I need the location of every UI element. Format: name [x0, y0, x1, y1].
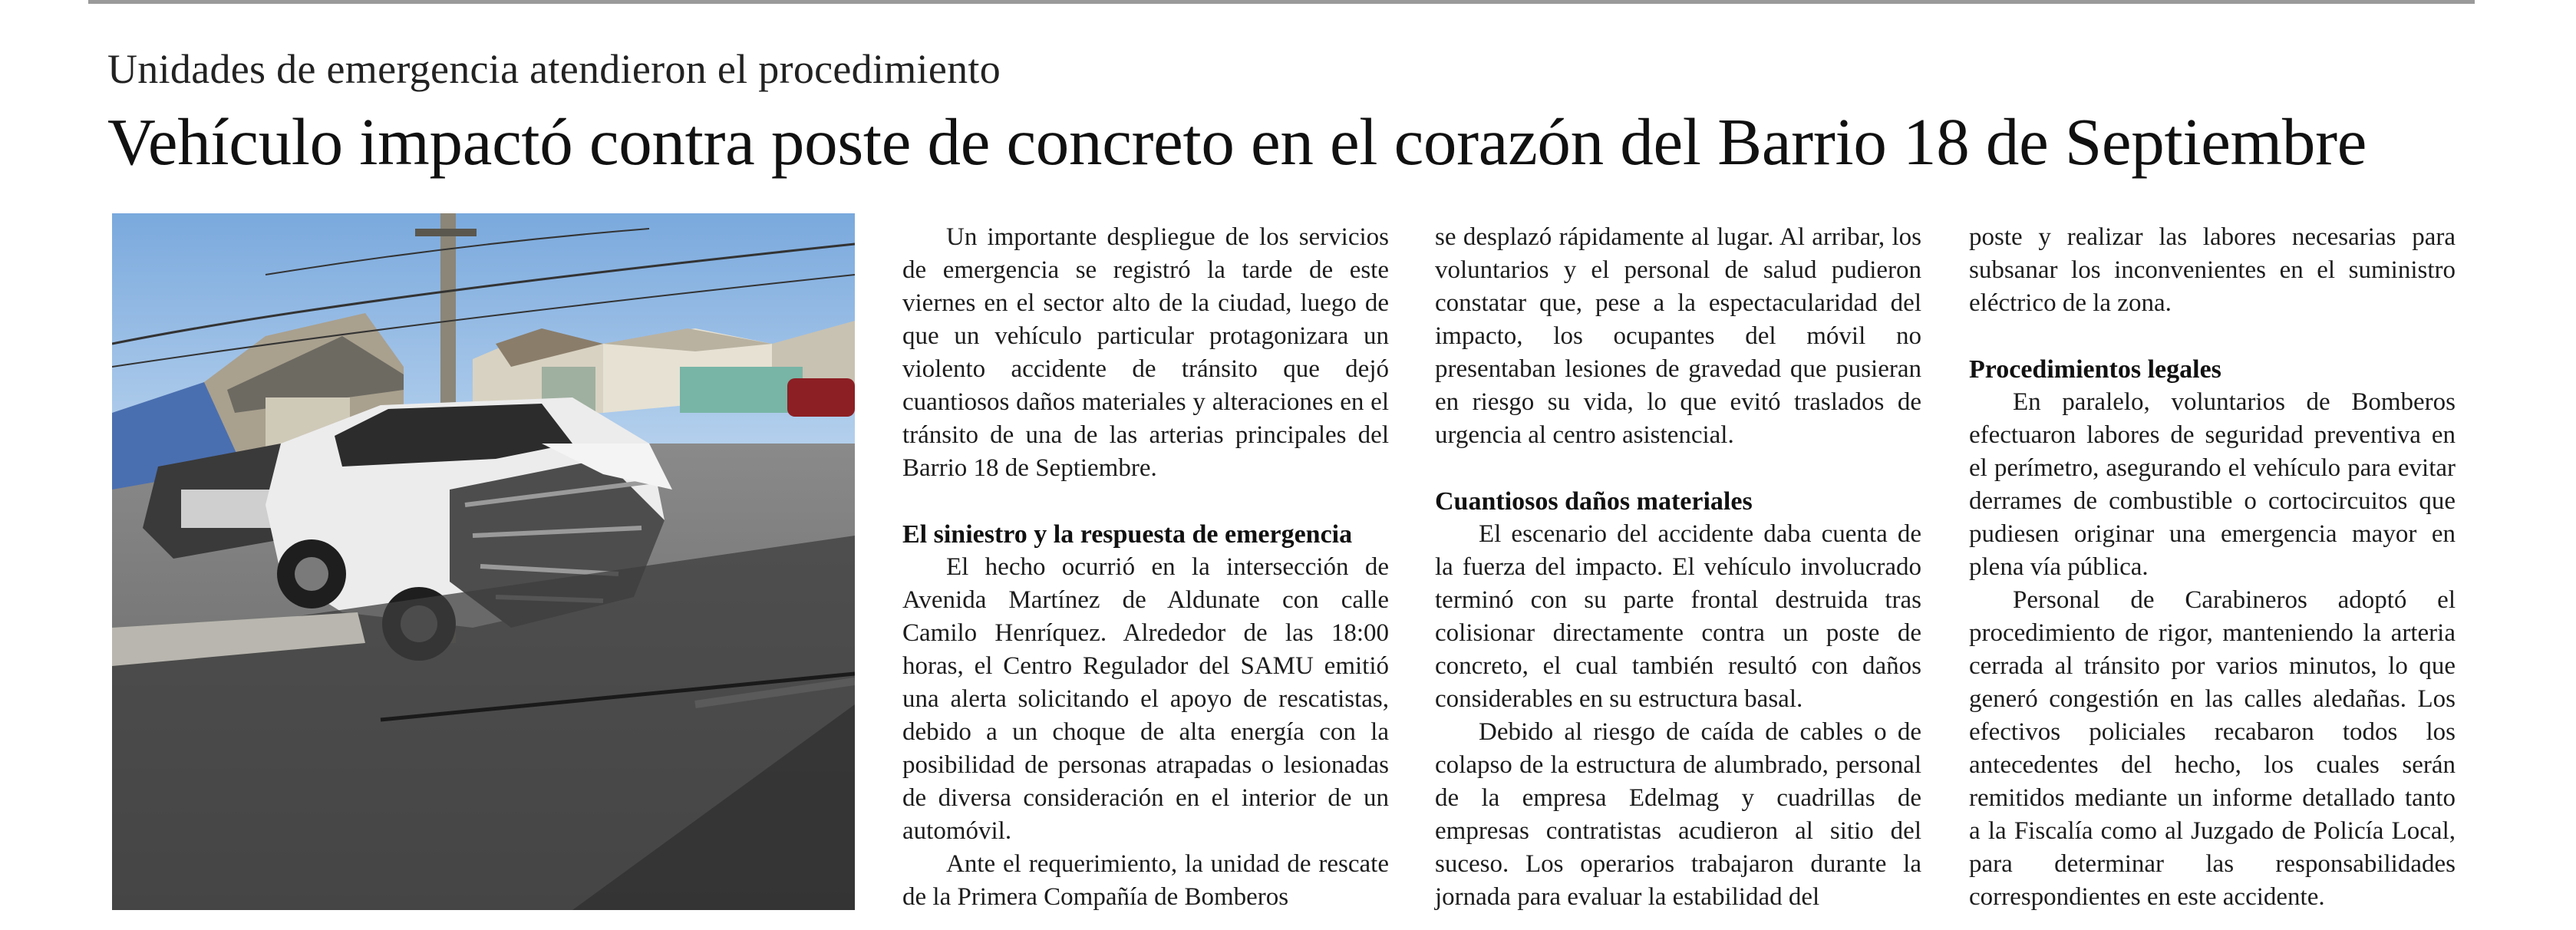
article-paragraph: El escenario del accidente daba cuenta de la fuerza del impacto. El vehículo involucrado terminó con su parte frontal destruida tras colisionar directamente contra un poste de concreto, el cual también resultó con daños considerables en su estructura basal. — [1435, 520, 1921, 713]
section-heading: El siniestro y la respuesta de emergencia — [902, 520, 1353, 549]
article-paragraph: Debido al riesgo de caída de cables o de colapso de la estructura de alumbrado, personal de la empresa Edelmag y cuadrillas de empresas contratistas acudieron al sitio del suceso. Los operarios trabajaron durante la jornada para evaluar la estabilidad del — [1435, 718, 1921, 911]
article-column-1 — [902, 221, 1389, 914]
section-heading: Cuantiosos daños materiales — [1435, 487, 1753, 516]
article-kicker: Unidades de emergencia atendieron el procedimiento — [107, 46, 1001, 92]
article-column-2 — [1435, 221, 1921, 914]
section-heading: Procedimientos legales — [1969, 355, 2221, 384]
article-paragraph: Ante el requerimiento, la unidad de rescate de la Primera Compañía de Bomberos — [902, 850, 1389, 911]
article-paragraph: Un importante despliegue de los servicios de emergencia se registró la tarde de este viernes en el sector alto de la ciudad, luego de que un vehículo particular protagonizara un violento accidente de tránsito que dejó cuantiosos daños materiales y alteraciones en el tránsito de una de las arterias principales del Barrio 18 de Septiembre. — [902, 223, 1389, 482]
article-column-3 — [1969, 221, 2456, 914]
section-gap — [902, 485, 1389, 518]
article-paragraph: se desplazó rápidamente al lugar. Al arribar, los voluntarios y el personal de salud pudieron constatar que, pese a la espectacularidad del impacto, los ocupantes del móvil no presentaban lesiones de gravedad que pusieran en riesgo su vida, lo que evitó traslados de urgencia al centro asistencial. — [1435, 223, 1921, 449]
crashed-car-photo — [112, 213, 855, 910]
article-paragraph: poste y realizar las labores necesarias para subsanar los inconvenientes en el suministro eléctrico de la zona. — [1969, 223, 2456, 317]
top-rule — [88, 0, 2475, 4]
section-gap — [1435, 452, 1921, 485]
article-headline: Vehículo impactó contra poste de concreto en el corazón del Barrio 18 de Septiembre — [107, 104, 2367, 179]
article-paragraph: El hecho ocurrió en la intersección de Avenida Martínez de Aldunate con calle Camilo Henríquez. Alrededor de las 18:00 horas, el Centro Regulador del SAMU emitió una alerta solicitando el apoyo de rescatistas, debido a un choque de alta energía con la posibilidad de personas atrapadas o lesionadas de diversa consideración en el interior de un automóvil. — [902, 553, 1389, 845]
section-gap — [1969, 320, 2456, 353]
article-paragraph: En paralelo, voluntarios de Bomberos efectuaron labores de seguridad preventiva en el perímetro, asegurando el vehículo para evitar derrames de combustible o cortocircuitos que pudiesen originar una emergencia mayor en plena vía pública. — [1969, 388, 2456, 581]
article-paragraph: Personal de Carabineros adoptó el procedimiento de rigor, manteniendo la arteria cerrada al tránsito por varios minutos, lo que generó congestión en las calles aledañas. Los efectivos policiales recabaron todos los antecedentes del hecho, los cuales serán remitidos mediante un informe detallado tanto a la Fiscalía como al Juzgado de Policía Local, para determinar las responsabilidades correspondientes en este accidente. — [1969, 586, 2456, 911]
